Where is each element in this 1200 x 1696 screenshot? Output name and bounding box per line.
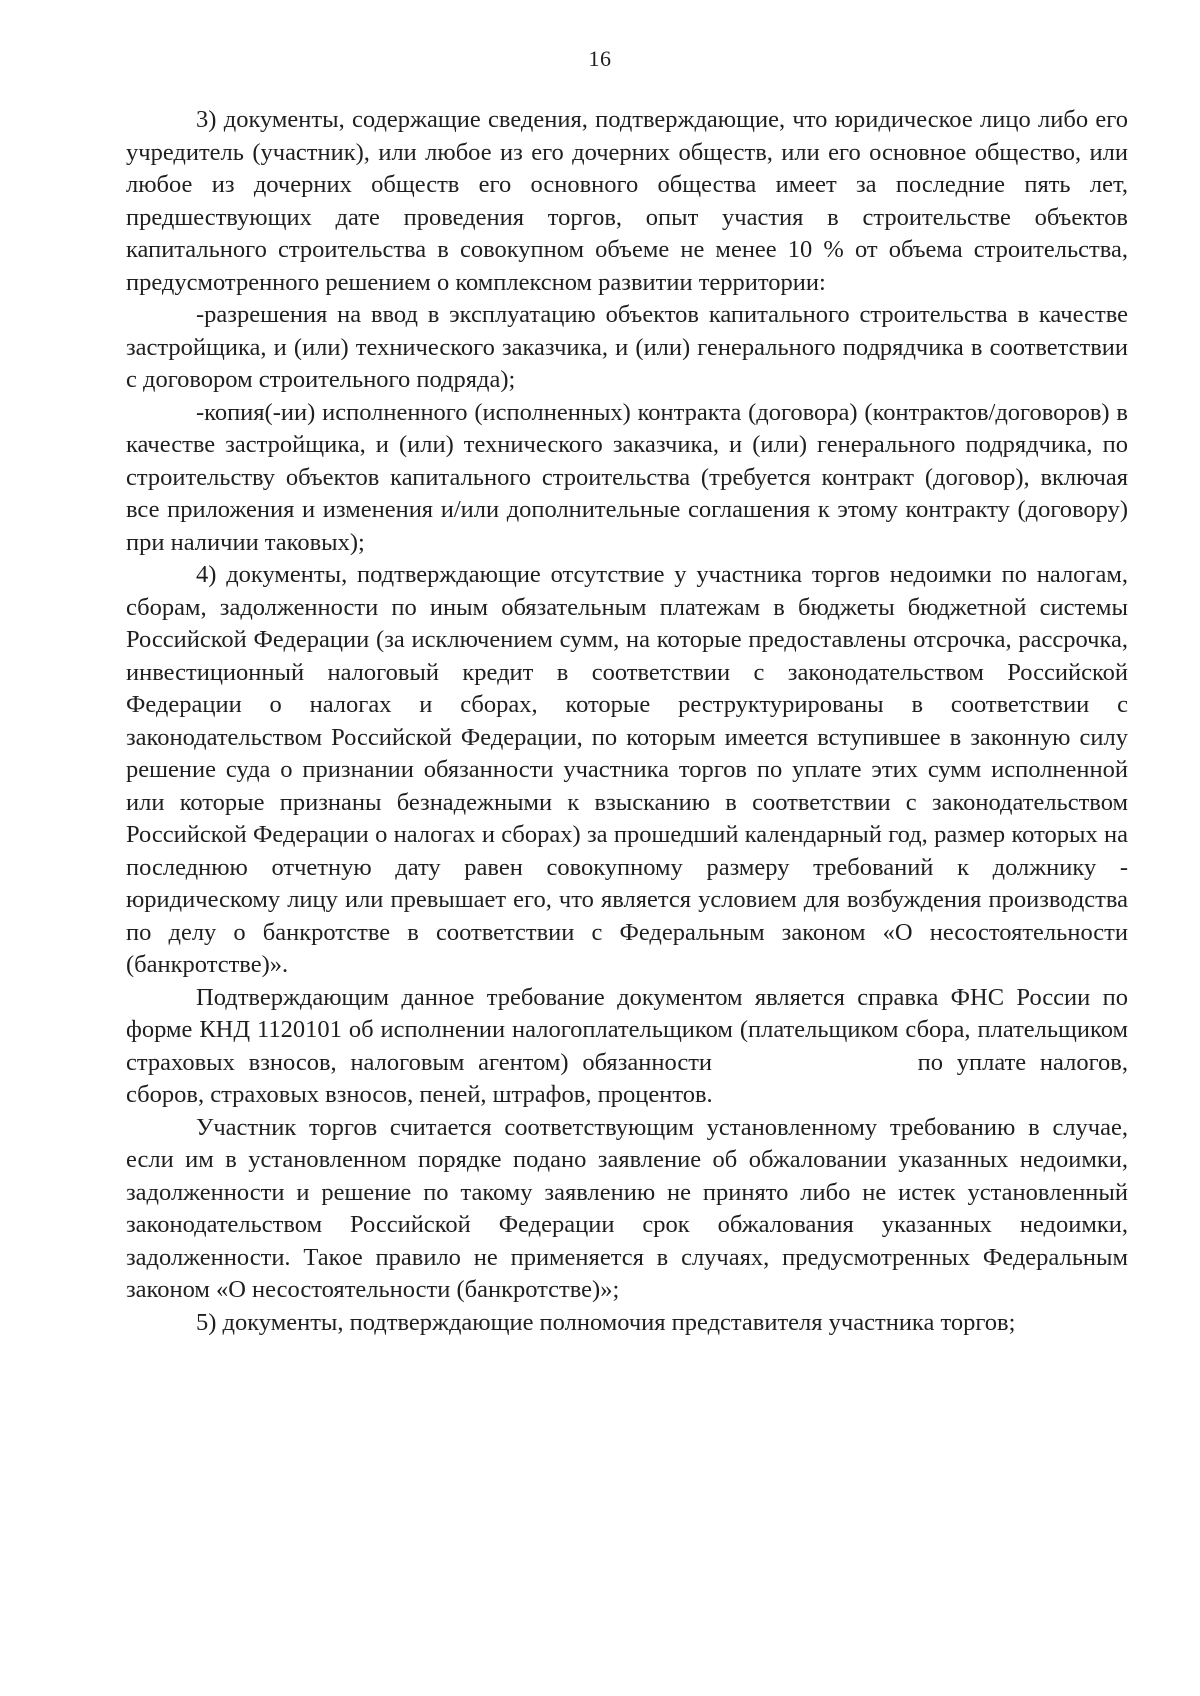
- page-number: 16: [588, 46, 612, 71]
- fns-certificate-text-before-gap: Подтверждающим данное требование документом является справка ФНС России по форме КНД 1120101 об исполнении налогоплательщиком (плательщиком сбора, плательщиком страховых взносов, налоговым агентом) обязанности: [126, 983, 1128, 1076]
- paragraph-item-3-permits: -разрешения на ввод в эксплуатацию объектов капитального строительства в качестве застройщика, и (или) технического заказчика, и (или) генерального подрядчика в соответствии с договором строительного подряда);: [126, 301, 1128, 393]
- paragraph-item-4: 4) документы, подтверждающие отсутствие у участника торгов недоимки по налогам, сборам, задолженности по иным обязательным платежам в бюджеты бюджетной системы Российской Федерации (за исключением сумм, на которые предоставлены отсрочка, рассрочка, инвестиционный налоговый кредит в соответствии с законодательством Российской Федерации о налогах и сборах, которые реструктурированы в соответствии с законодательством Российской Федерации, по которым имеется вступившее в законную силу решение суда о признании обязанности участника торгов по уплате этих сумм исполненной или которые признаны безнадежными к взысканию в соответствии с законодательством Российской Федерации о налогах и сборах) за прошедший календарный год, размер которых на последнюю отчетную дату равен совокупному размеру требований к должнику - юридическому лицу или превышает его, что является условием для возбуждения производства по делу о банкротстве в соответствии с Федеральным законом «О несостоятельности (банкротстве)».: [126, 561, 1128, 978]
- paragraph-item-3: 3) документы, содержащие сведения, подтверждающие, что юридическое лицо либо его учредитель (участник), или любое из его дочерних обществ, или его основное общество, или любое из дочерних обществ его основного общества имеет за последние пять лет, предшествующих дате проведения торгов, опыт участия в строительстве объектов капитального строительства в совокупном объеме не менее 10 % от объема строительства, предусмотренного решением о комплексном развитии территории:: [126, 106, 1128, 296]
- fns-certificate-text-after-gap: по уплате налогов, сборов, страховых взносов, пеней, штрафов, процентов.: [126, 1048, 1128, 1108]
- paragraph-item-3-contracts: -копия(-ии) исполненного (исполненных) контракта (договора) (контрактов/договоров) в качестве застройщика, и (или) технического заказчика, и (или) генерального подрядчика, по строительству объектов капитального строительства (требуется контракт (договор), включая все приложения и изменения и/или дополнительные соглашения к этому контракту (договору) при наличии таковых);: [126, 398, 1128, 556]
- paragraph-appeal-rule: Участник торгов считается соответствующим установленному требованию в случае, если им в установленном порядке подано заявление об обжаловании указанных недоимки, задолженности и решение по такому заявлению не принято либо не истек установленный законодательством Российской Федерации срок обжалования указанных недоимки, задолженности. Такое правило не применяется в случаях, предусмотренных Федеральным законом «О несостоятельности (банкротстве)»;: [126, 1113, 1128, 1303]
- document-body: [126, 104, 1128, 1339]
- paragraph-item-5: 5) документы, подтверждающие полномочия представителя участника торгов;: [196, 1308, 1016, 1336]
- paragraph-fns-certificate: [126, 982, 1128, 1112]
